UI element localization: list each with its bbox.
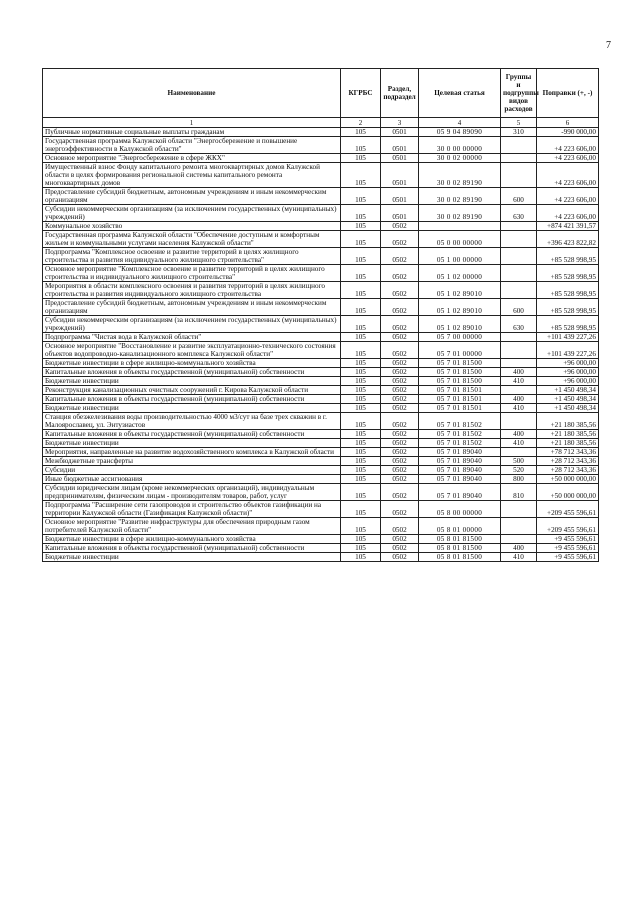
row-target-article: 05 7 01 81502: [419, 413, 501, 430]
row-kgrbs: 105: [341, 501, 381, 518]
row-name: Основное мероприятие "Развитие инфраструктуры для обеспечения природным газом потребителей Калужской области": [43, 518, 341, 535]
row-razdel: 0502: [381, 457, 419, 466]
row-expense-group: 600: [501, 299, 537, 316]
row-razdel: 0502: [381, 265, 419, 282]
row-amount: +50 000 000,00: [537, 484, 599, 501]
row-target-article: 05 1 02 89010: [419, 299, 501, 316]
row-kgrbs: 105: [341, 368, 381, 377]
row-name: Подпрограмма "Комплексное освоение и развитие территорий в целях жилищного строительства и развития индивидуального жилищного строительства": [43, 248, 341, 265]
row-amount: +1 450 498,34: [537, 404, 599, 413]
row-kgrbs: 105: [341, 404, 381, 413]
row-target-article: 05 1 02 89010: [419, 316, 501, 333]
row-amount: +96 000,00: [537, 368, 599, 377]
row-name: Капитальные вложения в объекты государственной (муниципальной) собственности: [43, 544, 341, 553]
table-row: [43, 205, 599, 222]
row-razdel: 0502: [381, 231, 419, 248]
row-amount: +101 439 227,26: [537, 333, 599, 342]
row-razdel: 0502: [381, 386, 419, 395]
row-target-article: 05 8 01 81500: [419, 553, 501, 562]
row-expense-group: [501, 248, 537, 265]
table-row: [43, 299, 599, 316]
row-razdel: 0501: [381, 163, 419, 188]
row-name: Иные бюджетные ассигнования: [43, 475, 341, 484]
row-expense-group: 630: [501, 316, 537, 333]
row-name: Коммунальное хозяйство: [43, 222, 341, 231]
row-amount: +4 223 606,00: [537, 163, 599, 188]
row-kgrbs: 105: [341, 248, 381, 265]
row-amount: +85 528 998,95: [537, 248, 599, 265]
row-amount: +85 528 998,95: [537, 316, 599, 333]
row-razdel: 0502: [381, 316, 419, 333]
row-amount: +1 450 498,34: [537, 395, 599, 404]
row-name: Бюджетные инвестиции: [43, 439, 341, 448]
row-expense-group: [501, 163, 537, 188]
row-name: Предоставление субсидий бюджетным, автономным учреждениям и иным некоммерческим организациям: [43, 188, 341, 205]
row-kgrbs: 105: [341, 231, 381, 248]
table-row: [43, 137, 599, 154]
row-expense-group: [501, 231, 537, 248]
row-target-article: 05 1 02 89010: [419, 282, 501, 299]
table-row: [43, 535, 599, 544]
row-target-article: 05 0 00 00000: [419, 231, 501, 248]
row-amount: +21 180 385,56: [537, 439, 599, 448]
column-number: 5: [501, 118, 537, 128]
table-row: [43, 386, 599, 395]
table-row: [43, 316, 599, 333]
row-amount: +9 455 596,61: [537, 544, 599, 553]
row-name: Государственная программа Калужской области "Обеспечение доступным и комфортным жильем и коммунальными услугами населения Калужской области": [43, 231, 341, 248]
row-kgrbs: 105: [341, 466, 381, 475]
row-razdel: 0502: [381, 544, 419, 553]
row-target-article: 05 9 04 89090: [419, 128, 501, 137]
row-kgrbs: 105: [341, 359, 381, 368]
row-razdel: 0502: [381, 368, 419, 377]
row-name: Предоставление субсидий бюджетным, автономным учреждениям и иным некоммерческим организациям: [43, 299, 341, 316]
row-name: Подпрограмма "Расширение сети газопроводов и строительство объектов газификации на территории Калужской области (Газификация Калужской области)": [43, 501, 341, 518]
row-razdel: 0502: [381, 535, 419, 544]
column-number: 1: [43, 118, 341, 128]
row-amount: +396 423 822,82: [537, 231, 599, 248]
row-razdel: 0502: [381, 484, 419, 501]
row-expense-group: [501, 282, 537, 299]
row-expense-group: 400: [501, 544, 537, 553]
row-expense-group: [501, 222, 537, 231]
table-row: [43, 359, 599, 368]
row-amount: +21 180 385,56: [537, 413, 599, 430]
row-name: Субсидии: [43, 466, 341, 475]
row-razdel: 0502: [381, 299, 419, 316]
row-kgrbs: 105: [341, 553, 381, 562]
row-kgrbs: 105: [341, 439, 381, 448]
row-name: Субсидии некоммерческим организациям (за исключением государственных (муниципальных) учреждений): [43, 205, 341, 222]
table-row: [43, 484, 599, 501]
row-kgrbs: 105: [341, 265, 381, 282]
row-target-article: 30 0 02 89190: [419, 188, 501, 205]
table-row: [43, 518, 599, 535]
row-kgrbs: 105: [341, 222, 381, 231]
row-expense-group: 410: [501, 553, 537, 562]
row-kgrbs: 105: [341, 154, 381, 163]
row-expense-group: 520: [501, 466, 537, 475]
row-target-article: 05 7 01 81501: [419, 404, 501, 413]
row-name: Капитальные вложения в объекты государственной (муниципальной) собственности: [43, 430, 341, 439]
row-expense-group: 400: [501, 430, 537, 439]
row-amount: +96 000,00: [537, 377, 599, 386]
row-expense-group: [501, 333, 537, 342]
row-target-article: 05 8 01 81500: [419, 544, 501, 553]
row-amount: +96 000,00: [537, 359, 599, 368]
column-number: 4: [419, 118, 501, 128]
row-name: Капитальные вложения в объекты государственной (муниципальной) собственности: [43, 368, 341, 377]
column-number: 2: [341, 118, 381, 128]
row-expense-group: 400: [501, 368, 537, 377]
header-popravki: Поправки (+, -): [537, 69, 599, 118]
table-row: [43, 475, 599, 484]
table-row: [43, 333, 599, 342]
row-kgrbs: 105: [341, 137, 381, 154]
table-body: [43, 128, 599, 562]
table-row: [43, 404, 599, 413]
row-razdel: 0502: [381, 466, 419, 475]
row-razdel: 0501: [381, 205, 419, 222]
row-razdel: 0502: [381, 222, 419, 231]
row-razdel: 0501: [381, 137, 419, 154]
row-kgrbs: 105: [341, 282, 381, 299]
row-razdel: 0502: [381, 282, 419, 299]
row-target-article: 30 0 02 00000: [419, 154, 501, 163]
table-row: [43, 413, 599, 430]
row-name: Субсидии некоммерческим организациям (за исключением государственных (муниципальных) учреждений): [43, 316, 341, 333]
row-name: Мероприятия, направленные на развитие водохозяйственного комплекса в Калужской области: [43, 448, 341, 457]
table-row: [43, 188, 599, 205]
row-expense-group: 400: [501, 395, 537, 404]
row-kgrbs: 105: [341, 342, 381, 359]
table-row: [43, 248, 599, 265]
row-target-article: 05 8 01 81500: [419, 535, 501, 544]
row-name: Подпрограмма "Чистая вода в Калужской области": [43, 333, 341, 342]
row-target-article: 05 1 00 00000: [419, 248, 501, 265]
header-celevaya: Целевая статья: [419, 69, 501, 118]
row-amount: +21 180 385,56: [537, 430, 599, 439]
row-amount: -990 000,00: [537, 128, 599, 137]
row-target-article: 05 7 01 81501: [419, 386, 501, 395]
row-target-article: 05 1 02 00000: [419, 265, 501, 282]
row-expense-group: 410: [501, 439, 537, 448]
row-razdel: 0501: [381, 128, 419, 137]
row-name: Бюджетные инвестиции: [43, 404, 341, 413]
row-expense-group: 810: [501, 484, 537, 501]
row-expense-group: 500: [501, 457, 537, 466]
row-kgrbs: 105: [341, 430, 381, 439]
row-expense-group: 600: [501, 188, 537, 205]
table-row: [43, 231, 599, 248]
row-name: Основное мероприятие "Комплексное освоение и развитие территорий в целях жилищного строительства и индивидуального жилищного строительства": [43, 265, 341, 282]
row-amount: +28 712 343,36: [537, 457, 599, 466]
table-row: [43, 457, 599, 466]
row-expense-group: [501, 518, 537, 535]
row-target-article: 05 8 01 00000: [419, 518, 501, 535]
row-target-article: 05 7 01 89040: [419, 457, 501, 466]
row-target-article: 05 7 01 81502: [419, 439, 501, 448]
row-expense-group: 410: [501, 404, 537, 413]
table-row: [43, 439, 599, 448]
row-kgrbs: 105: [341, 377, 381, 386]
table-row: [43, 553, 599, 562]
row-name: Бюджетные инвестиции: [43, 553, 341, 562]
row-kgrbs: 105: [341, 128, 381, 137]
row-expense-group: [501, 535, 537, 544]
row-razdel: 0502: [381, 395, 419, 404]
row-expense-group: [501, 448, 537, 457]
row-kgrbs: 105: [341, 386, 381, 395]
column-number: 3: [381, 118, 419, 128]
row-kgrbs: 105: [341, 535, 381, 544]
row-name: Капитальные вложения в объекты государственной (муниципальной) собственности: [43, 395, 341, 404]
table-row: [43, 265, 599, 282]
row-amount: +85 528 998,95: [537, 299, 599, 316]
row-expense-group: [501, 413, 537, 430]
row-name: Мероприятия в области комплексного освоения и развития территорий в целях жилищного строительства и развития индивидуального жилищного строительства: [43, 282, 341, 299]
row-kgrbs: 105: [341, 484, 381, 501]
row-kgrbs: 105: [341, 163, 381, 188]
row-target-article: 05 8 00 00000: [419, 501, 501, 518]
row-razdel: 0502: [381, 448, 419, 457]
page-number: 7: [606, 40, 611, 51]
row-expense-group: 310: [501, 128, 537, 137]
row-target-article: 30 0 00 00000: [419, 137, 501, 154]
row-amount: +4 223 606,00: [537, 154, 599, 163]
header-name: Наименование: [43, 69, 341, 118]
row-razdel: 0502: [381, 413, 419, 430]
row-razdel: 0502: [381, 377, 419, 386]
row-kgrbs: 105: [341, 205, 381, 222]
row-razdel: 0501: [381, 154, 419, 163]
row-expense-group: 630: [501, 205, 537, 222]
row-amount: +1 450 498,34: [537, 386, 599, 395]
row-expense-group: [501, 265, 537, 282]
row-target-article: 05 7 01 89040: [419, 475, 501, 484]
row-amount: +4 223 606,00: [537, 188, 599, 205]
row-name: Реконструкция канализационных очистных сооружений г. Кирова Калужской области: [43, 386, 341, 395]
table-row: [43, 395, 599, 404]
row-name: Публичные нормативные социальные выплаты гражданам: [43, 128, 341, 137]
budget-table: [42, 68, 599, 562]
row-razdel: 0502: [381, 430, 419, 439]
row-target-article: 05 7 01 81500: [419, 368, 501, 377]
table-row: [43, 448, 599, 457]
row-razdel: 0501: [381, 188, 419, 205]
row-expense-group: 800: [501, 475, 537, 484]
header-gruppy: Группы и подгруппы видов расходов: [501, 69, 537, 118]
row-razdel: 0502: [381, 439, 419, 448]
row-kgrbs: 105: [341, 457, 381, 466]
row-amount: +9 455 596,61: [537, 553, 599, 562]
row-name: Субсидии юридическим лицам (кроме некоммерческих организаций), индивидуальным предпринимателям, физическим лицам - производителям товаров, работ, услуг: [43, 484, 341, 501]
row-target-article: 05 7 01 81502: [419, 430, 501, 439]
row-kgrbs: 105: [341, 316, 381, 333]
row-target-article: 30 0 02 89190: [419, 163, 501, 188]
row-amount: +4 223 606,00: [537, 137, 599, 154]
row-amount: +209 455 596,61: [537, 501, 599, 518]
row-razdel: 0502: [381, 475, 419, 484]
column-number-row: [43, 118, 599, 128]
row-razdel: 0502: [381, 404, 419, 413]
header-razdel: Раздел, подраздел: [381, 69, 419, 118]
row-expense-group: [501, 359, 537, 368]
row-razdel: 0502: [381, 501, 419, 518]
row-amount: +9 455 596,61: [537, 535, 599, 544]
row-target-article: 05 7 01 81500: [419, 359, 501, 368]
row-target-article: 30 0 02 89190: [419, 205, 501, 222]
row-kgrbs: 105: [341, 544, 381, 553]
row-kgrbs: 105: [341, 299, 381, 316]
header-kgrbs: КГРБС: [341, 69, 381, 118]
row-expense-group: [501, 137, 537, 154]
row-kgrbs: 105: [341, 188, 381, 205]
row-target-article: 05 7 01 89040: [419, 448, 501, 457]
row-amount: +50 000 000,00: [537, 475, 599, 484]
row-expense-group: 410: [501, 377, 537, 386]
row-amount: +874 421 391,57: [537, 222, 599, 231]
row-razdel: 0502: [381, 333, 419, 342]
table-row: [43, 430, 599, 439]
table-row: [43, 282, 599, 299]
header-row: [43, 69, 599, 118]
table-row: [43, 377, 599, 386]
row-target-article: 05 7 01 89040: [419, 484, 501, 501]
table-row: [43, 544, 599, 553]
row-name: Бюджетные инвестиции в сфере жилищно-коммунального хозяйства: [43, 359, 341, 368]
row-expense-group: [501, 386, 537, 395]
row-amount: +78 712 343,36: [537, 448, 599, 457]
row-name: Межбюджетные трансферты: [43, 457, 341, 466]
row-target-article: 05 7 01 00000: [419, 342, 501, 359]
row-amount: +28 712 343,36: [537, 466, 599, 475]
row-amount: +85 528 998,95: [537, 265, 599, 282]
column-number: 6: [537, 118, 599, 128]
row-name: Основное мероприятие "Энергосбережение в сфере ЖКХ": [43, 154, 341, 163]
row-razdel: 0502: [381, 518, 419, 535]
row-target-article: 05 7 00 00000: [419, 333, 501, 342]
row-amount: +4 223 606,00: [537, 205, 599, 222]
row-expense-group: [501, 154, 537, 163]
table-row: [43, 128, 599, 137]
row-expense-group: [501, 501, 537, 518]
row-kgrbs: 105: [341, 413, 381, 430]
row-name: Имущественный взнос Фонду капитального ремонта многоквартирных домов Калужской области в целях формирования региональной системы капитального ремонта многоквартирных домов: [43, 163, 341, 188]
row-razdel: 0502: [381, 248, 419, 265]
row-target-article: 05 7 01 89040: [419, 466, 501, 475]
row-kgrbs: 105: [341, 518, 381, 535]
row-target-article: 05 7 01 81500: [419, 377, 501, 386]
row-amount: +209 455 596,61: [537, 518, 599, 535]
row-target-article: 05 7 01 81501: [419, 395, 501, 404]
table-row: [43, 501, 599, 518]
row-name: Основное мероприятие "Восстановление и развитие эксплуатационно-технического состояния объектов водопроводно-канализационного комплекса Калужской области": [43, 342, 341, 359]
row-kgrbs: 105: [341, 475, 381, 484]
row-razdel: 0502: [381, 359, 419, 368]
table-row: [43, 342, 599, 359]
table-row: [43, 368, 599, 377]
table-row: [43, 222, 599, 231]
row-kgrbs: 105: [341, 395, 381, 404]
table-row: [43, 163, 599, 188]
row-kgrbs: 105: [341, 448, 381, 457]
row-name: Государственная программа Калужской области "Энергосбережение и повышение энергоэффективности в Калужской области": [43, 137, 341, 154]
row-name: Бюджетные инвестиции в сфере жилищно-коммунального хозяйства: [43, 535, 341, 544]
row-amount: +85 528 998,95: [537, 282, 599, 299]
row-kgrbs: 105: [341, 333, 381, 342]
row-razdel: 0502: [381, 553, 419, 562]
row-name: Станция обезжелезивания воды производительностью 4000 м3/сут на базе трех скважин в г. Малоярославец, ул. Энтузиастов: [43, 413, 341, 430]
table-row: [43, 154, 599, 163]
row-amount: +101 439 227,26: [537, 342, 599, 359]
row-expense-group: [501, 342, 537, 359]
row-target-article: [419, 222, 501, 231]
row-name: Бюджетные инвестиции: [43, 377, 341, 386]
table-row: [43, 466, 599, 475]
row-razdel: 0502: [381, 342, 419, 359]
